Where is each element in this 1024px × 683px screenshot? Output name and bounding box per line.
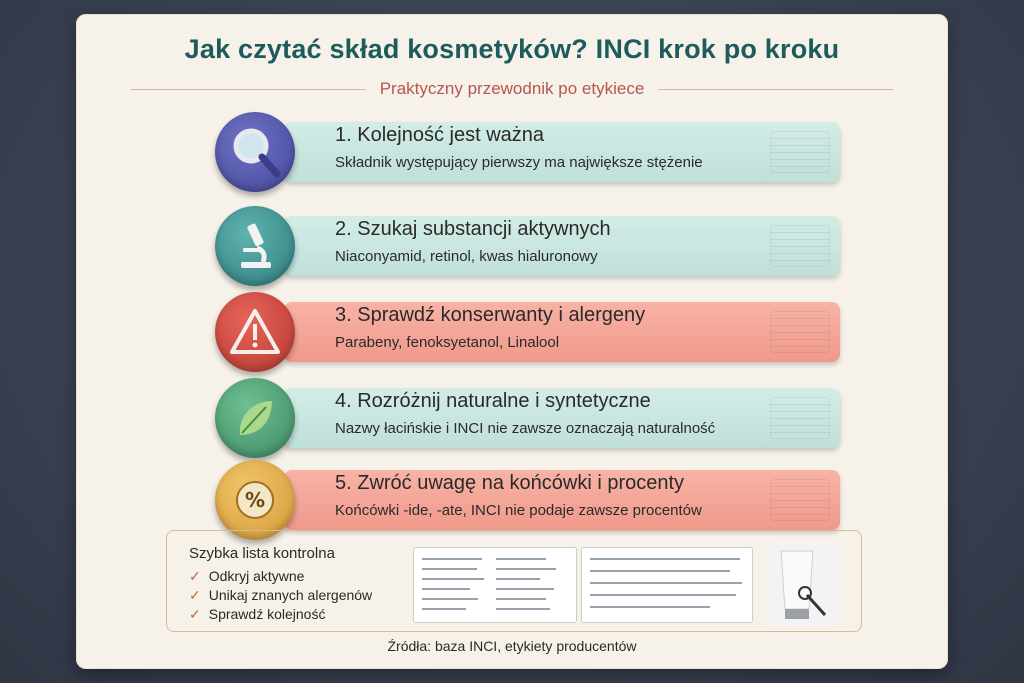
source-note: Źródła: baza INCI, etykiety producentów (387, 638, 637, 654)
lined-note (770, 225, 830, 267)
step-4 (76, 378, 948, 458)
check-icon: ✓ (189, 606, 201, 622)
lined-note (770, 479, 830, 521)
subtitle-row (76, 76, 948, 102)
step-title: 1. Kolejność jest ważna (335, 124, 545, 146)
step-title: 3. Sprawdź konserwanty i alergeny (335, 304, 646, 326)
step-description: Nazwy łacińskie i INCI nie zawsze oznaczają naturalność (335, 420, 716, 437)
infographic-board (76, 14, 948, 669)
lined-note (770, 131, 830, 173)
step-3 (76, 292, 948, 372)
step-description: Końcówki -ide, -ate, INCI nie podaje zawsze procentów (335, 502, 702, 519)
microscope-icon (215, 206, 295, 286)
check-icon: ✓ (189, 587, 201, 603)
checklist-title: Szybka lista kontrolna (189, 545, 335, 562)
percent-icon (215, 460, 295, 540)
checklist-item: ✓ Unikaj znanych alergenów (189, 587, 373, 603)
subtitle-divider-left (131, 89, 366, 90)
cream-tube-image (767, 543, 837, 625)
step-description: Składnik występujący pierwszy ma największe stężenie (335, 154, 703, 171)
label-example-right (581, 547, 753, 623)
lined-note (770, 397, 830, 439)
checklist-item: ✓ Sprawdź kolejność (189, 606, 326, 622)
step-1 (76, 112, 948, 192)
subtitle-divider-right (658, 89, 893, 90)
label-example-left (413, 547, 577, 623)
step-title: 4. Rozróżnij naturalne i syntetyczne (335, 390, 651, 412)
magnifier-icon (215, 112, 295, 192)
check-icon: ✓ (189, 568, 201, 584)
checklist-item: ✓ Odkryj aktywne (189, 568, 305, 584)
step-description: Niaconyamid, retinol, kwas hialuronowy (335, 248, 598, 265)
step-title: 5. Zwróć uwagę na końcówki i procenty (335, 472, 685, 494)
step-title: 2. Szukaj substancji aktywnych (335, 218, 611, 240)
checklist-panel (166, 530, 862, 632)
warning-icon (215, 292, 295, 372)
step-description: Parabeny, fenoksyetanol, Linalool (335, 334, 560, 351)
leaf-icon (215, 378, 295, 458)
step-5 (76, 460, 948, 540)
page-title: Jak czytać skład kosmetyków? INCI krok po kroku (184, 34, 840, 64)
lined-note (770, 311, 830, 353)
step-2 (76, 206, 948, 286)
page-subtitle: Praktyczny przewodnik po etykiece (379, 79, 645, 98)
svg-text:%: % (244, 488, 266, 512)
